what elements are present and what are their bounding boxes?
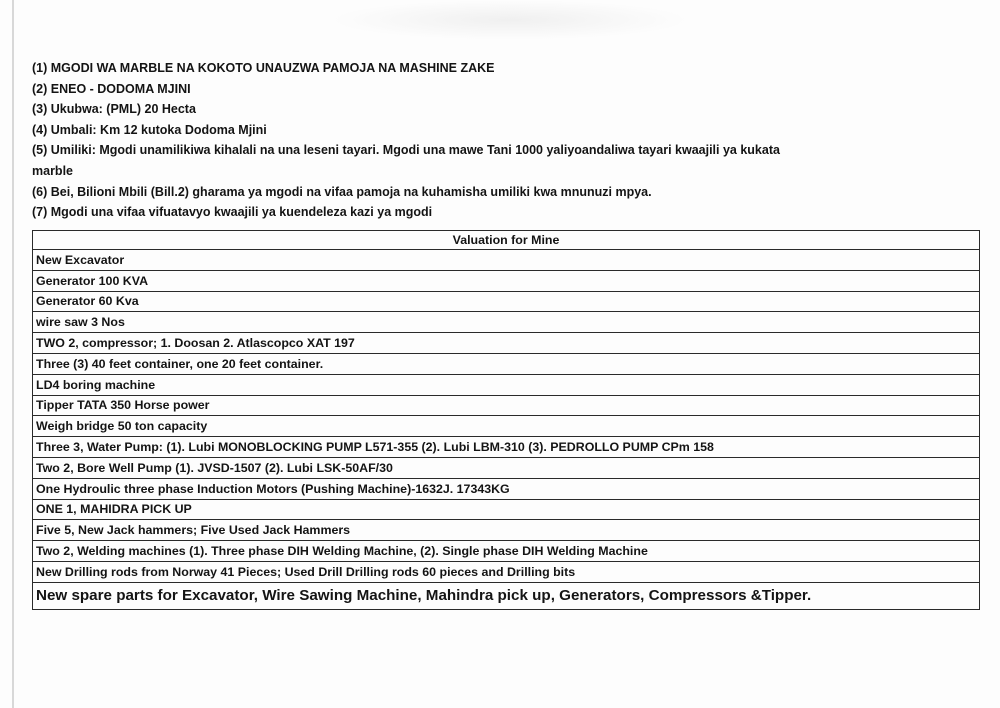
table-cell: Three (3) 40 feet container, one 20 feet container. — [33, 353, 980, 374]
scan-smudge — [330, 0, 690, 40]
table-row — [33, 561, 980, 582]
table-row — [33, 499, 980, 520]
table-row — [33, 312, 980, 333]
table-row-spare-parts — [33, 582, 980, 609]
intro-section — [32, 58, 982, 223]
table-row — [33, 520, 980, 541]
table-cell: New spare parts for Excavator, Wire Sawing Machine, Mahindra pick up, Generators, Compressors &Tipper. — [33, 582, 980, 609]
table-cell: Tipper TATA 350 Horse power — [33, 395, 980, 416]
table-cell: New Excavator — [33, 250, 980, 271]
table-cell: Three 3, Water Pump: (1). Lubi MONOBLOCKING PUMP L571-355 (2). Lubi LBM-310 (3). PEDROLLO PUMP CPm 158 — [33, 437, 980, 458]
table-cell: One Hydroulic three phase Induction Motors (Pushing Machine)-1632J. 17343KG — [33, 478, 980, 499]
table-row — [33, 478, 980, 499]
intro-line-5: (5) Umiliki: Mgodi unamilikiwa kihalali na una leseni tayari. Mgodi una mawe Tani 1000 yaliyoandaliwa tayari kwaajili ya kukata — [32, 143, 780, 158]
table-cell: ONE 1, MAHIDRA PICK UP — [33, 499, 980, 520]
table-row — [33, 333, 980, 354]
table-row — [33, 291, 980, 312]
table-header-row — [33, 231, 980, 250]
table-cell: wire saw 3 Nos — [33, 312, 980, 333]
table-row — [33, 541, 980, 562]
table-row — [33, 395, 980, 416]
table-row — [33, 457, 980, 478]
table-row — [33, 250, 980, 271]
table-header: Valuation for Mine — [33, 231, 980, 250]
intro-line-4: (4) Umbali: Km 12 kutoka Dodoma Mjini — [32, 122, 267, 137]
table-cell: Five 5, New Jack hammers; Five Used Jack Hammers — [33, 520, 980, 541]
table-row — [33, 353, 980, 374]
table-cell: Generator 100 KVA — [33, 270, 980, 291]
table-row — [33, 416, 980, 437]
intro-line-7: (7) Mgodi una vifaa vifuatavyo kwaajili ya kuendeleza kazi ya mgodi — [32, 205, 433, 220]
table-row — [33, 270, 980, 291]
table-cell: New Drilling rods from Norway 41 Pieces; Used Drill Drilling rods 60 pieces and Drilling bits — [33, 561, 980, 582]
table-cell: Two 2, Bore Well Pump (1). JVSD-1507 (2). Lubi LSK-50AF/30 — [33, 457, 980, 478]
intro-line-5-continued: marble — [32, 163, 73, 178]
table-cell: TWO 2, compressor; 1. Doosan 2. Atlascopco XAT 197 — [33, 333, 980, 354]
table-cell: Generator 60 Kva — [33, 291, 980, 312]
intro-line-3: (3) Ukubwa: (PML) 20 Hecta — [32, 102, 196, 117]
intro-line-2: (2) ENEO - DODOMA MJINI — [32, 81, 191, 96]
table-row — [33, 437, 980, 458]
intro-line-1: (1) MGODI WA MARBLE NA KOKOTO UNAUZWA PAMOJA NA MASHINE ZAKE — [32, 61, 495, 75]
intro-line-6: (6) Bei, Bilioni Mbili (Bill.2) gharama ya mgodi na vifaa pamoja na kuhamisha umiliki kwa mnunuzi mpya. — [32, 184, 652, 199]
page-edge-shadow — [12, 0, 14, 708]
valuation-table — [32, 230, 980, 610]
table-cell: LD4 boring machine — [33, 374, 980, 395]
table-row — [33, 374, 980, 395]
table-cell: Two 2, Welding machines (1). Three phase DIH Welding Machine, (2). Single phase DIH Welding Machine — [33, 541, 980, 562]
table-cell: Weigh bridge 50 ton capacity — [33, 416, 980, 437]
